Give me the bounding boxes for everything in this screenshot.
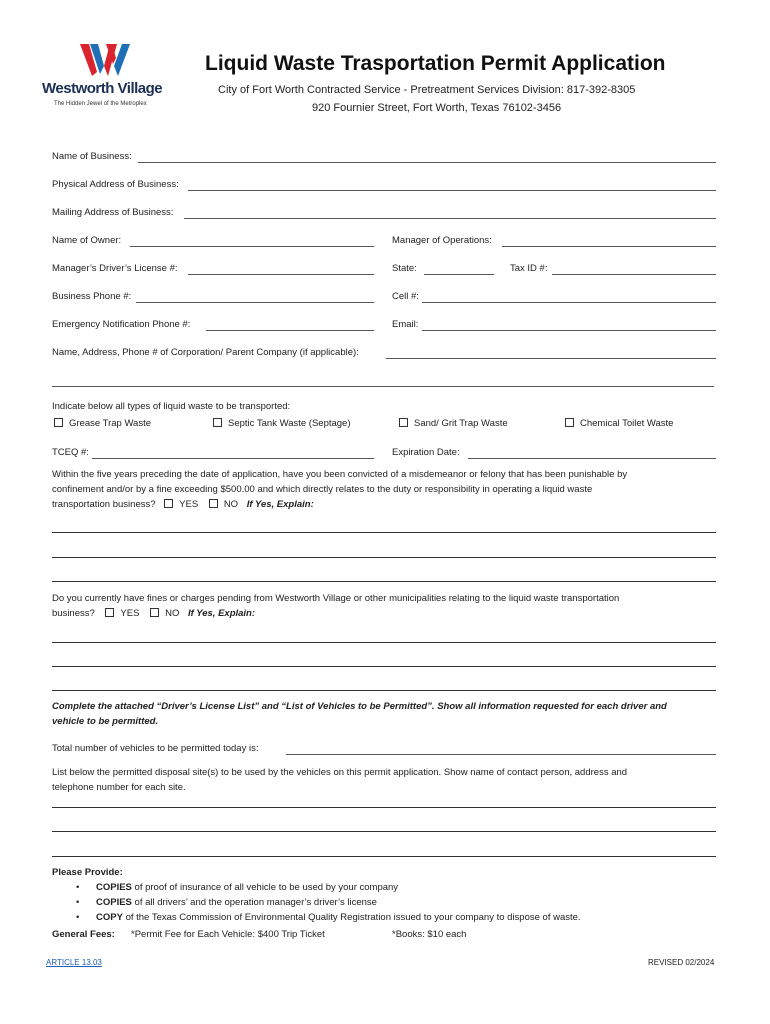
expiration-field[interactable] [468,458,716,459]
provide-item-text: of the Texas Commission of Environmental Quality Registration issued to your company to dispose of waste. [122,912,581,923]
pending-no-label: NO [165,608,180,619]
article-link[interactable]: ARTICLE 13.03 [46,958,102,967]
conviction-explain-field[interactable] [52,557,716,558]
conviction-question-line [52,497,716,512]
list-item [52,910,716,925]
waste-option-grease[interactable] [54,418,151,429]
waste-option-label: Septic Tank Waste (Septage) [228,418,351,429]
conviction-no-label: NO [223,499,239,510]
logo-name: Westworth Village [42,80,163,97]
conviction-explain-field[interactable] [52,532,716,533]
owner-name-label: Name of Owner: [52,235,122,246]
state-label: State: [392,263,417,274]
expiration-label: Expiration Date: [392,447,460,458]
logo [42,42,172,114]
email-label: Email: [392,319,419,330]
westworth-w-logo-icon [80,44,136,76]
corporation-field[interactable] [386,358,716,359]
waste-option-label: Sand/ Grit Trap Waste [414,418,508,429]
provide-item-text: of all drivers’ and the operation manager’s driver’s license [131,897,377,908]
conviction-yes-label: YES [179,499,199,510]
provide-item-bold: COPIES [96,882,132,893]
disposal-sites-instructions [52,765,716,795]
waste-option-septic[interactable] [213,418,351,429]
disposal-site-field[interactable] [52,856,716,857]
waste-option-sand-grit[interactable] [399,418,508,429]
conviction-yes-checkbox[interactable] [164,499,173,508]
operations-manager-label: Manager of Operations: [392,235,492,246]
conviction-question-line: confinement and/or by a fine exceeding $500.00 and which directly relates to the duty or responsibility in operating a liquid waste [52,484,593,495]
tceq-label: TCEQ #: [52,447,89,458]
pending-explain-field[interactable] [52,642,716,643]
pending-explain-label: If Yes, Explain: [187,608,256,619]
waste-option-label: Grease Trap Waste [69,418,152,429]
checkbox[interactable] [565,418,574,427]
business-name-field[interactable] [138,162,716,163]
state-field[interactable] [424,274,494,275]
cell-label: Cell #: [392,291,419,302]
books-fee-text: *Books: $10 each [392,929,467,940]
disposal-line: List below the permitted disposal site(s) to be used by the vehicles on this permit application. Show name of contact person, address and [52,767,628,778]
checkbox[interactable] [399,418,408,427]
pending-charges-question [52,591,716,621]
waste-types-intro: Indicate below all types of liquid waste to be transported: [52,401,291,412]
manager-license-label: Manager’s Driver’s License #: [52,263,178,274]
driver-vehicle-instructions [52,699,716,729]
tax-id-field[interactable] [552,274,716,275]
permit-fee-text: *Permit Fee for Each Vehicle: $400 Trip Ticket [131,929,325,940]
cell-field[interactable] [422,302,716,303]
conviction-no-checkbox[interactable] [209,499,218,508]
operations-manager-field[interactable] [502,246,716,247]
disposal-site-field[interactable] [52,807,716,808]
pending-charges-line [52,606,716,621]
mailing-address-field[interactable] [184,218,716,219]
pending-yes-label: YES [120,608,140,619]
checkbox[interactable] [54,418,63,427]
provide-item-text: of proof of insurance of all vehicle to be used by your company [131,882,399,893]
disposal-site-field[interactable] [52,831,716,832]
logo-tagline: The Hidden Jewel of the Metroplex [54,101,147,107]
manager-license-field[interactable] [188,274,374,275]
business-phone-field[interactable] [136,302,374,303]
pending-yes-checkbox[interactable] [105,608,114,617]
checkbox[interactable] [213,418,222,427]
conviction-explain-label: If Yes, Explain: [246,499,314,510]
provide-item-bold: COPIES [96,897,132,908]
pending-charges-text: business? [52,608,95,619]
instructions-line: Complete the attached “Driver’s License List” and “List of Vehicles to be Permitted”. Show all information requested for each driver and [52,701,667,712]
vehicles-total-field[interactable] [286,754,716,755]
pending-explain-field[interactable] [52,666,716,667]
business-phone-label: Business Phone #: [52,291,132,302]
subtitle-contact: City of Fort Worth Contracted Service - Pretreatment Services Division: 817-392-8305 [218,84,636,96]
list-item [52,880,716,895]
revised-date: REVISED 02/2024 [648,958,715,967]
waste-option-label: Chemical Toilet Waste [580,418,674,429]
tax-id-label: Tax ID #: [510,263,548,274]
conviction-question-line: Within the five years preceding the date of application, have you been convicted of a misdemeanor or felony that has been punishable by [52,469,628,480]
email-field[interactable] [422,330,716,331]
provide-list [52,880,716,925]
emergency-phone-label: Emergency Notification Phone #: [52,319,191,330]
conviction-question-text: transportation business? [52,499,156,510]
conviction-question [52,467,716,512]
waste-option-chemical-toilet[interactable] [565,418,673,429]
pending-no-checkbox[interactable] [150,608,159,617]
please-provide-heading: Please Provide: [52,867,123,878]
corporation-field-continued[interactable] [52,386,714,387]
physical-address-field[interactable] [188,190,716,191]
disposal-line: telephone number for each site. [52,782,186,793]
please-provide-section [52,865,716,925]
business-name-label: Name of Business: [52,151,132,162]
vehicles-total-label: Total number of vehicles to be permitted today is: [52,743,259,754]
pending-charges-line: Do you currently have fines or charges pending from Westworth Village or other municipalities relating to the liquid waste transportation [52,593,620,604]
pending-explain-field[interactable] [52,690,716,691]
instructions-line: vehicle to be permitted. [52,716,159,727]
subtitle-address: 920 Fournier Street, Fort Worth, Texas 76102-3456 [312,102,562,114]
provide-item-bold: COPY [96,912,123,923]
tceq-field[interactable] [92,458,374,459]
conviction-explain-field[interactable] [52,581,716,582]
corporation-label: Name, Address, Phone # of Corporation/ Parent Company (if applicable): [52,347,359,358]
owner-name-field[interactable] [130,246,374,247]
physical-address-label: Physical Address of Business: [52,179,179,190]
mailing-address-label: Mailing Address of Business: [52,207,174,218]
general-fees-label: General Fees: [52,929,115,940]
list-item [52,895,716,910]
emergency-phone-field[interactable] [206,330,374,331]
page-title: Liquid Waste Trasportation Permit Application [205,52,666,75]
